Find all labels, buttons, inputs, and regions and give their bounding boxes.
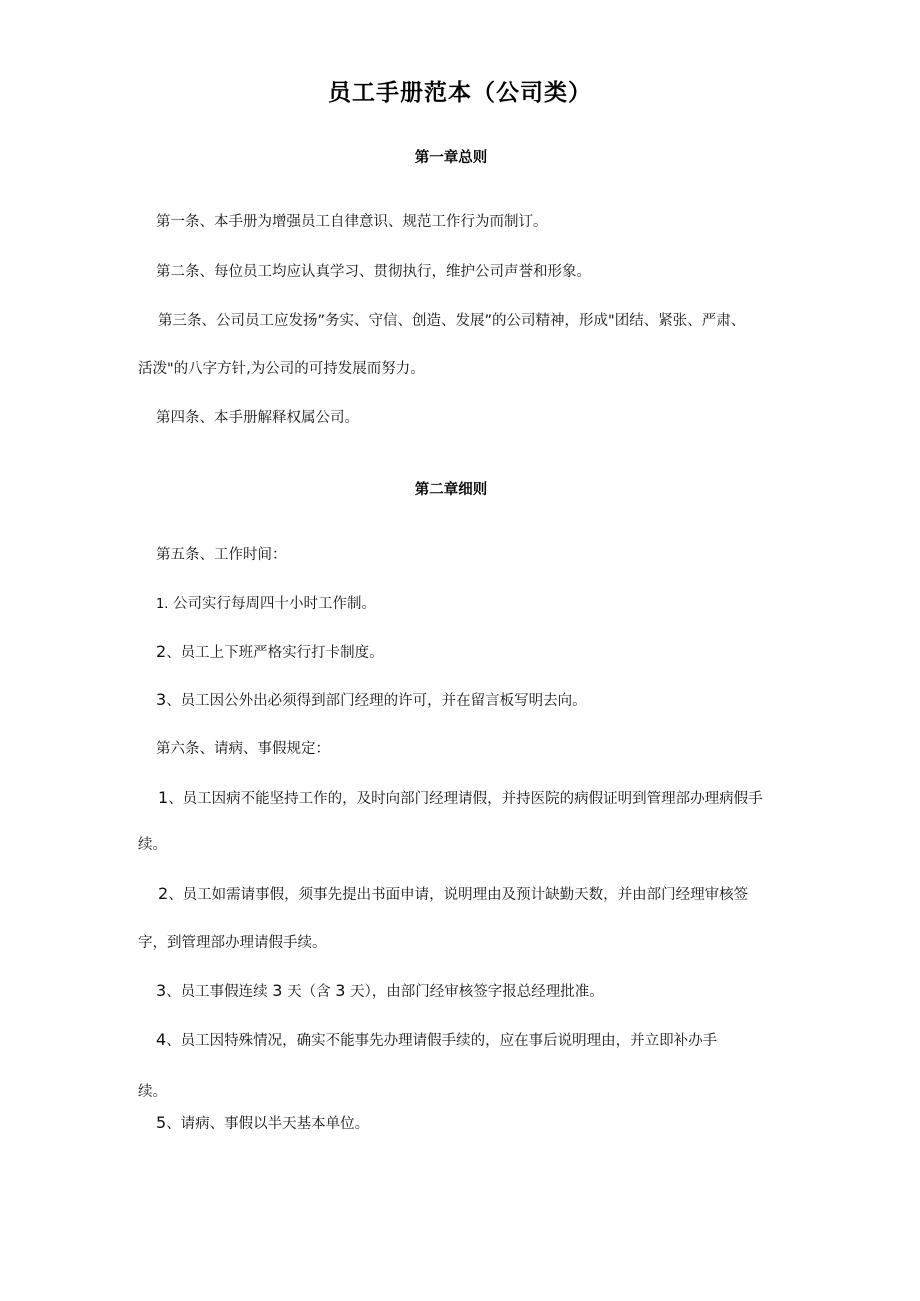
article-4: 第四条、本手册解释权属公司。: [156, 410, 359, 426]
item-text: 天（含: [287, 984, 331, 1000]
item-number: 2: [158, 884, 169, 903]
item-text: 天），由部门经审核签字报总经理批准。: [350, 984, 604, 1000]
article-6-item-4-line-1: [156, 1030, 717, 1051]
document-title: 员工手册范本（公司类）: [328, 80, 592, 106]
item-number: 1: [158, 788, 169, 807]
item-number: 2: [156, 642, 167, 661]
item-text: 公司实行每周四十小时工作制。: [173, 596, 377, 612]
item-text: 、员工因病不能坚持工作的，及时向部门经理请假，并持医院的病假证明到管理部办理病假手: [168, 791, 763, 807]
item-text: 、员工因特殊情况，确实不能事先办理请假手续的，应在事后说明理由，并立即补办手: [166, 1033, 718, 1049]
article-3-line-2: 活泼"的八字方针,为公司的可持发展而努力。: [138, 361, 425, 377]
item-number: 3: [156, 981, 167, 1000]
item-number: 3: [156, 690, 167, 709]
article-2: 第二条、每位员工均应认真学习、贯彻执行，维护公司声誉和形象。: [156, 264, 591, 280]
item-number: 1.: [156, 597, 169, 612]
article-6-item-1-line-2: 续。: [138, 837, 167, 853]
item-text: 、员工如需请事假，须事先提出书面申请，说明理由及预计缺勤天数，并由部门经理审核签: [168, 887, 749, 903]
chapter-1-heading: 第一章总则: [414, 150, 488, 166]
article-6-item-1-line-1: [158, 788, 763, 809]
item-number: 4: [156, 1030, 167, 1049]
day-count: 3: [335, 981, 346, 1000]
article-6-item-4-line-2: 续。: [138, 1084, 167, 1100]
article-1: 第一条、本手册为增强员工自律意识、规范工作行为而制订。: [156, 214, 548, 230]
article-6-item-5: [156, 1113, 369, 1134]
item-text: 、请病、事假以半天基本单位。: [166, 1116, 370, 1132]
article-5-title: 第五条、工作时间：: [156, 547, 287, 563]
item-number: 5: [156, 1113, 167, 1132]
item-text: 、员工因公外出必须得到部门经理的许可，并在留言板写明去向。: [166, 693, 587, 709]
article-6-item-3: [156, 981, 604, 1002]
article-6-title: 第六条、请病、事假规定：: [156, 741, 330, 757]
article-5-item-2: [156, 642, 384, 663]
article-6-item-2-line-2: 字，到管理部办理请假手续。: [138, 935, 327, 951]
item-text: 、员工上下班严格实行打卡制度。: [166, 645, 384, 661]
article-6-item-2-line-1: [158, 884, 748, 905]
item-text: 、员工事假连续: [166, 984, 268, 1000]
chapter-2-heading: 第二章细则: [414, 482, 488, 498]
day-count: 3: [272, 981, 283, 1000]
article-3-line-1: 第三条、公司员工应发扬”务实、守信、创造、发展”的公司精神，形成"团结、紧张、严肃、: [158, 313, 746, 329]
article-5-item-1: [156, 594, 376, 615]
article-5-item-3: [156, 690, 587, 711]
